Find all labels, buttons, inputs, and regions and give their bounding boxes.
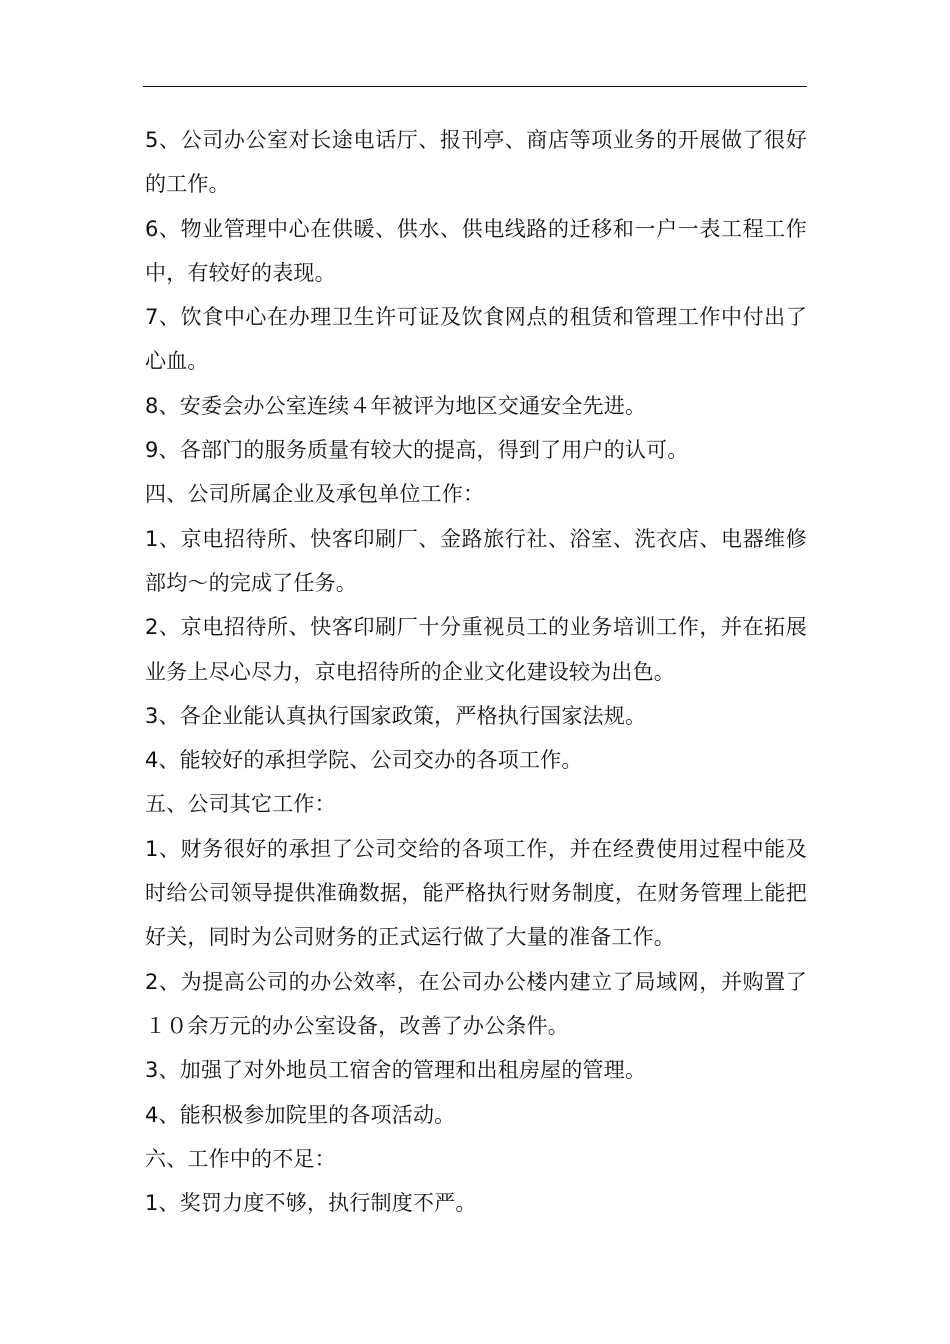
section-heading: 六、工作中的不足： xyxy=(145,1146,336,1171)
paragraph: 6、物业管理中心在供暖、供水、供电线路的迁移和一户一表工程工作中，有较好的表现。 xyxy=(145,216,807,285)
paragraph: 1、奖罚力度不够，执行制度不严。 xyxy=(145,1191,477,1216)
paragraph: 4、能较好的承担学院、公司交办的各项工作。 xyxy=(145,748,583,773)
header-rule xyxy=(143,86,807,87)
paragraph: 9、各部门的服务质量有较大的提高，得到了用户的认可。 xyxy=(145,438,689,463)
document-body xyxy=(145,118,807,1225)
paragraph: 7、饮食中心在办理卫生许可证及饮食网点的租赁和管理工作中付出了心血。 xyxy=(145,305,807,374)
paragraph: 1、京电招待所、快客印刷厂、金路旅行社、浴室、洗衣店、电器维修部均～的完成了任务。 xyxy=(145,526,807,595)
section-heading: 四、公司所属企业及承包单位工作： xyxy=(145,482,485,507)
paragraph: 1、财务很好的承担了公司交给的各项工作，并在经费使用过程中能及时给公司领导提供准确数据，能严格执行财务制度，在财务管理上能把好关，同时为公司财务的正式运行做了大量的准备工作。 xyxy=(145,836,807,950)
paragraph: 3、各企业能认真执行国家政策，严格执行国家法规。 xyxy=(145,703,647,728)
paragraph: 2、京电招待所、快客印刷厂十分重视员工的业务培训工作，并在拓展业务上尽心尽力，京电招待所的企业文化建设较为出色。 xyxy=(145,615,807,684)
section-heading: 五、公司其它工作： xyxy=(145,792,336,817)
paragraph: 2、为提高公司的办公效率，在公司办公楼内建立了局域网，并购置了１０余万元的办公室设备，改善了办公条件。 xyxy=(145,969,807,1038)
paragraph: 4、能积极参加院里的各项活动。 xyxy=(145,1102,456,1127)
paragraph: 8、安委会办公室连续４年被评为地区交通安全先进。 xyxy=(145,393,647,418)
paragraph: 5、公司办公室对长途电话厅、报刊亭、商店等项业务的开展做了很好的工作。 xyxy=(145,128,807,197)
paragraph: 3、加强了对外地员工宿舍的管理和出租房屋的管理。 xyxy=(145,1058,647,1083)
